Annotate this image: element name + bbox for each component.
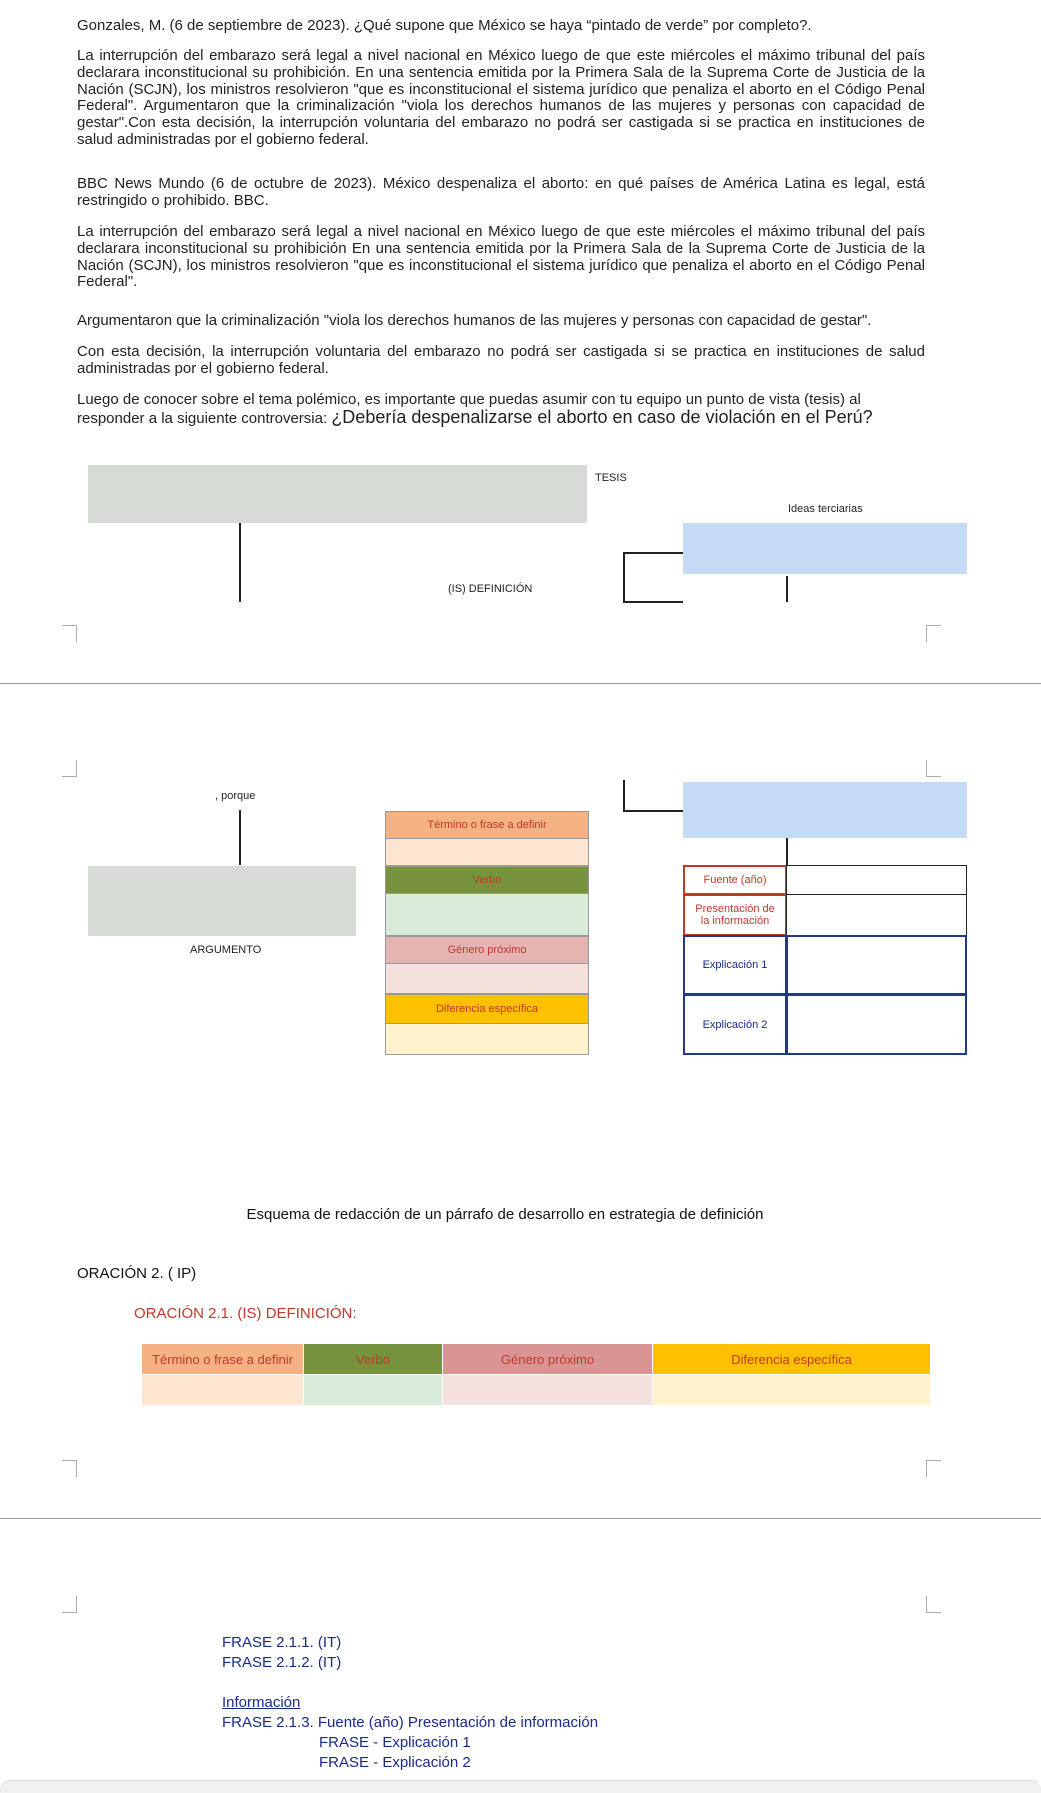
bracket-top	[623, 810, 683, 812]
connector-line	[239, 810, 241, 865]
page-corner	[62, 1460, 77, 1477]
oracion-subtitle: ORACIÓN 2.1. (IS) DEFINICIÓN:	[134, 1305, 357, 1322]
bracket-top	[623, 552, 683, 554]
genero-header: Género próximo	[385, 936, 589, 964]
genero-field[interactable]	[385, 964, 589, 994]
explicacion2-field[interactable]	[786, 994, 967, 1055]
table-cell-termino[interactable]	[142, 1375, 304, 1405]
explicacion2-label: Explicación 2	[683, 994, 787, 1055]
termino-field[interactable]	[385, 839, 589, 866]
page-corner	[926, 625, 941, 642]
controversy-paragraph	[77, 392, 925, 428]
page-break	[0, 683, 1041, 684]
fuente-label: Fuente (año)	[683, 865, 787, 895]
argumento-box[interactable]	[88, 866, 356, 936]
tesis-label: TESIS	[595, 472, 627, 484]
table-cell-diferencia[interactable]	[653, 1375, 930, 1405]
page-corner	[62, 760, 77, 777]
porque-label: , porque	[215, 790, 256, 802]
definition-table	[142, 1344, 930, 1406]
diagram-caption: Esquema de redacción de un párrafo de desarrollo en estrategia de definición	[246, 1206, 764, 1223]
is-definicion-label: (IS) DEFINICIÓN	[448, 583, 533, 595]
bracket-line	[623, 552, 625, 602]
termino-header: Término o frase a definir	[385, 811, 589, 839]
table-cell-genero[interactable]	[443, 1375, 653, 1405]
ideas-terciarias-box-2[interactable]	[683, 782, 967, 838]
controversy-question: ¿Debería despenalizarse el aborto en caso de violación en el Perú?	[331, 406, 873, 427]
citation-1: Gonzales, M. (6 de septiembre de 2023). ¿Qué supone que México se haya “pintado de verde” por completo?.	[77, 17, 812, 34]
ideas-terciarias-box[interactable]	[683, 523, 967, 574]
bracket-bottom	[623, 601, 683, 603]
explicacion1-field[interactable]	[786, 935, 967, 995]
informacion-heading: Información	[222, 1694, 301, 1711]
frase-explicacion-2: FRASE - Explicación 2	[319, 1754, 471, 1771]
page-corner	[62, 625, 77, 642]
table-cell-verbo[interactable]	[304, 1375, 443, 1405]
controversy-line	[77, 406, 925, 428]
connector-line	[786, 576, 788, 602]
diferencia-field[interactable]	[385, 1024, 589, 1055]
frase-explicacion-1: FRASE - Explicación 1	[319, 1734, 471, 1751]
bracket-line	[623, 780, 625, 811]
frase-2-1-3: FRASE 2.1.3. Fuente (año) Presentación de información	[222, 1714, 599, 1731]
ideas-terciarias-label: Ideas terciarias	[788, 503, 863, 515]
page-break	[0, 1518, 1041, 1519]
argumento-label: ARGUMENTO	[190, 944, 262, 956]
table-header-genero: Género próximo	[443, 1344, 653, 1374]
verbo-header: Verbo	[385, 866, 589, 894]
fuente-field[interactable]	[786, 865, 967, 895]
oracion-title: ORACIÓN 2. ( IP)	[77, 1265, 197, 1282]
tesis-box[interactable]	[88, 465, 587, 523]
table-header-termino: Término o frase a definir	[142, 1344, 304, 1374]
paragraph-2: La interrupción del embarazo será legal a nivel nacional en México luego de que este miércoles el máximo tribunal del país declarara inconstitucional su prohibición En una sentencia emitida por la Primera Sala de la Suprema Corte de Justicia de la Nación (SCJN), los ministros resolvieron "que es inconstitucional el sistema jurídico que penaliza el aborto en el Código Penal Federal".	[77, 223, 925, 291]
paragraph-1: La interrupción del embarazo será legal a nivel nacional en México luego de que este miércoles el máximo tribunal del país declarara inconstitucional su prohibición. En una sentencia emitida por la Primera Sala de la Suprema Corte de Justicia de la Nación (SCJN), los ministros resolvieron "que es inconstitucional el sistema jurídico que penaliza el aborto en el Código Penal Federal". Argumentaron que la criminalización "viola los derechos humanos de las mujeres y personas con capacidad de gestar".Con esta decisión, la interrupción voluntaria del embarazo no podrá ser castigada si se practica en instituciones de salud administradas por el gobierno federal.	[77, 47, 925, 148]
presentacion-field[interactable]	[786, 894, 967, 936]
diferencia-header: Diferencia específica	[385, 994, 589, 1024]
page-corner	[926, 1460, 941, 1477]
verbo-field[interactable]	[385, 894, 589, 936]
connector-line	[239, 523, 241, 602]
frase-2-1-1: FRASE 2.1.1. (IT)	[222, 1634, 342, 1651]
page-corner	[926, 1596, 941, 1613]
table-header-diferencia: Diferencia específica	[653, 1344, 930, 1374]
controversy-prefix: responder a la siguiente controversia:	[77, 409, 332, 427]
paragraph-3: Argumentaron que la criminalización "viola los derechos humanos de las mujeres y personas con capacidad de gestar".	[77, 312, 872, 329]
presentacion-label: Presentación de la información	[683, 894, 787, 936]
bottom-edge	[0, 1780, 1041, 1793]
frase-2-1-2: FRASE 2.1.2. (IT)	[222, 1654, 342, 1671]
page-corner	[62, 1596, 77, 1613]
paragraph-4: Con esta decisión, la interrupción voluntaria del embarazo no podrá ser castigada si se practica en instituciones de salud administradas por el gobierno federal.	[77, 343, 925, 377]
controversy-intro: Luego de conocer sobre el tema polémico, es importante que puedas asumir con tu equipo un punto de vista (tesis) al	[77, 391, 861, 408]
explicacion1-label: Explicación 1	[683, 935, 787, 995]
connector-line	[786, 838, 788, 865]
table-header-verbo: Verbo	[304, 1344, 443, 1374]
citation-2: BBC News Mundo (6 de octubre de 2023). México despenaliza el aborto: en qué países de América Latina es legal, está restringido o prohibido. BBC.	[77, 175, 925, 209]
page-corner	[926, 760, 941, 777]
